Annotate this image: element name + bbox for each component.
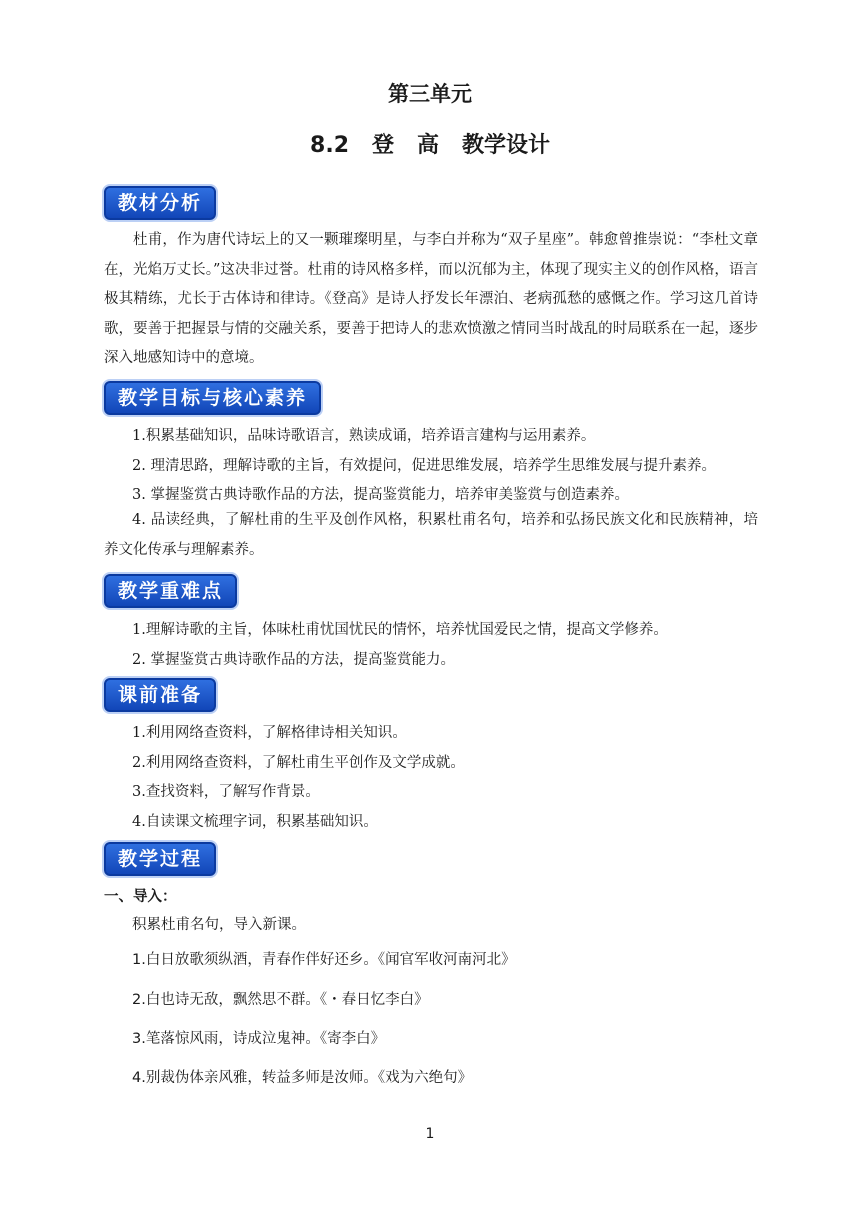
process-intro: 积累杜甫名句，导入新课。 — [132, 917, 306, 933]
unit-title: 第三单元 — [388, 82, 472, 106]
lesson-title: 8.2 登 高 教学设计 — [310, 133, 550, 158]
quote-number: 3. — [132, 1031, 146, 1047]
difficulty-item-1: 1.理解诗歌的主旨，体味杜甫忧国忧民的情怀，培养忧国爱民之情，提高文学修养。 — [132, 622, 668, 638]
section-badge-process: 教学过程 — [104, 842, 216, 876]
section-badge-preparation: 课前准备 — [104, 678, 216, 712]
quote-text: 白日放歌须纵酒，青春作伴好还乡。《闻官军收河南河北》 — [145, 952, 516, 968]
goal-item-1: 1.积累基础知识，品味诗歌语言，熟读成诵，培养语言建构与运用素养。 — [132, 428, 596, 444]
quote-text: 白也诗无敌，飘然思不群。《・春日忆李白》 — [145, 992, 429, 1008]
preparation-item-1: 1.利用网络查资料，了解格律诗相关知识。 — [132, 725, 407, 741]
page-number: 1 — [425, 1126, 435, 1142]
quote-item-1 — [132, 948, 516, 969]
quote-item-4 — [132, 1066, 472, 1087]
section-badge-difficulties: 教学重难点 — [104, 574, 237, 608]
difficulty-item-2: 2. 掌握鉴赏古典诗歌作品的方法，提高鉴赏能力。 — [132, 652, 455, 668]
preparation-item-4: 4.自读课文梳理字词，积累基础知识。 — [132, 814, 378, 830]
quote-item-2 — [132, 988, 429, 1009]
quote-text: 别裁伪体亲风雅，转益多师是汝师。《戏为六绝句》 — [145, 1070, 473, 1086]
preparation-item-3: 3.查找资料，了解写作背景。 — [132, 784, 320, 800]
quote-number: 1. — [132, 952, 146, 968]
quote-number: 2. — [132, 992, 146, 1008]
quote-item-3 — [132, 1027, 385, 1048]
goal-item-3: 3. 掌握鉴赏古典诗歌作品的方法，提高鉴赏能力，培养审美鉴赏与创造素养。 — [132, 487, 629, 503]
preparation-item-2: 2.利用网络查资料，了解杜甫生平创作及文学成就。 — [132, 755, 465, 771]
process-heading: 一、导入： — [104, 889, 177, 905]
quote-text: 笔落惊风雨，诗成泣鬼神。《寄李白》 — [145, 1031, 386, 1047]
section-badge-analysis: 教材分析 — [104, 186, 216, 220]
goal-item-2: 2. 理清思路，理解诗歌的主旨，有效提问，促进思维发展，培养学生思维发展与提升素养。 — [132, 458, 716, 474]
analysis-paragraph: 杜甫，作为唐代诗坛上的又一颗璀璨明星，与李白并称为“双子星座”。韩愈曾推崇说：“李杜文章在，光焰万丈长。”这决非过誉。杜甫的诗风格多样，而以沉郁为主，体现了现实主义的创作风格，语言极其精练，尤长于古体诗和律诗。《登高》是诗人抒发长年漂泊、老病孤愁的感慨之作。学习这几首诗歌，要善于把握景与情的交融关系，要善于把诗人的悲欢愤激之情同当时战乱的时局联系在一起，逐步深入地感知诗中的意境。 — [104, 232, 758, 366]
quote-number: 4. — [132, 1070, 146, 1086]
goal-item-4: 4. 品读经典，了解杜甫的生平及创作风格，积累杜甫名句，培养和弘扬民族文化和民族精神，培养文化传承与理解素养。 — [104, 512, 758, 558]
section-badge-goals: 教学目标与核心素养 — [104, 381, 321, 415]
